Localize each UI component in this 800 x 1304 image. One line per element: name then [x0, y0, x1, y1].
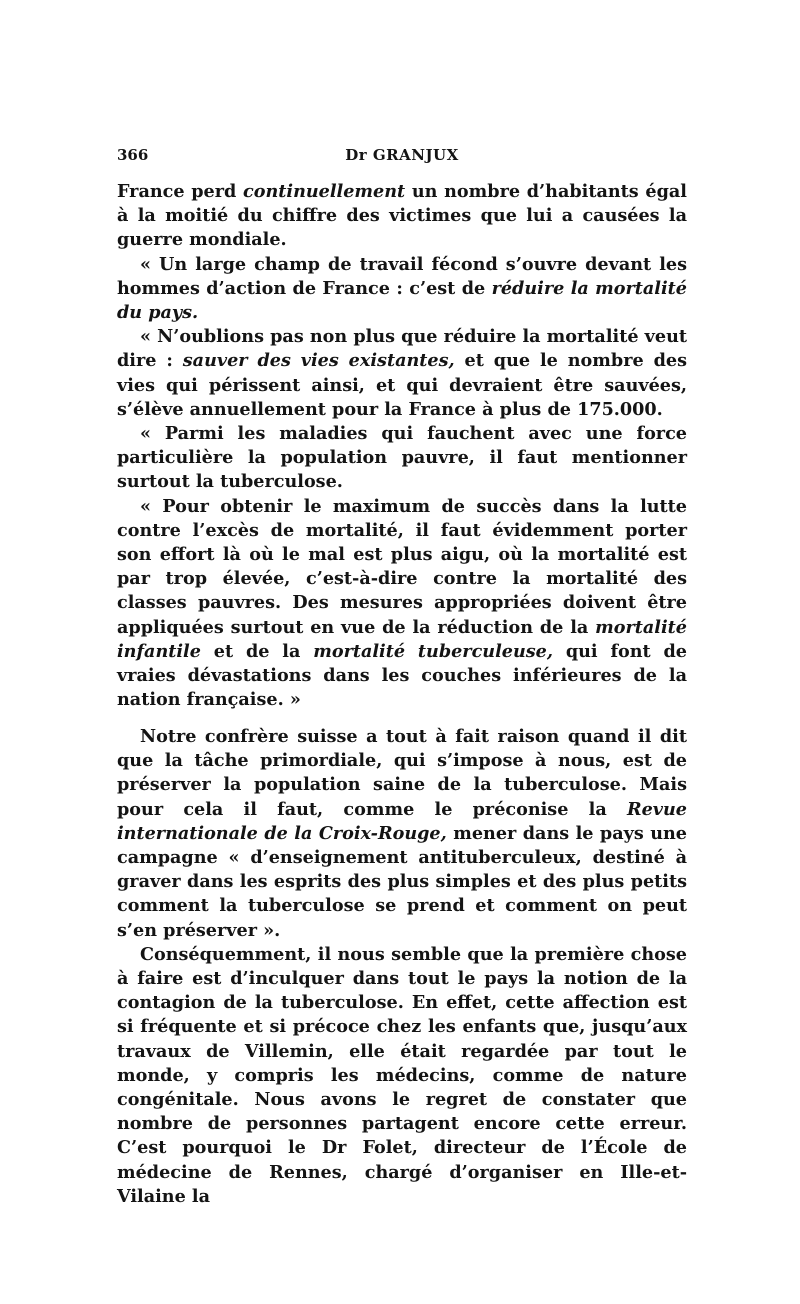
journal-title: Revue internationale de la Croix-Rouge, [117, 798, 687, 844]
body-paragraph-2: Conséquemment, il nous semble que la première chose à faire est d’inculquer dans tout le pays la notion de la contagion de la tuberculose. En effet, cette affection est si fréquente et si précoce chez les enfants que, jusqu’aux travaux de Villemin, elle était regardée par tout le monde, y compris les médecins, comme de nature congénitale. Nous avons le regret de constater que nombre de personnes partagent encore cette erreur. C’est pourquoi le Dr Folet, directeur de l’École de médecine de Rennes, chargé d’organiser en Ille-et-Vilaine la [117, 943, 687, 1207]
quote-paragraph-4: « Parmi les maladies qui fauchent avec une force particulière la population pauvre, il faut mentionner surtout la tuberculose. [117, 423, 687, 493]
header-title: Dr GRANJUX [345, 146, 459, 164]
main-text [117, 725, 687, 1209]
quoted-passage [117, 180, 687, 712]
emphasis: mortalité infantile [117, 616, 687, 662]
emphasis: sauver des vies existantes, [182, 350, 455, 372]
running-head [117, 146, 687, 168]
page-number: 366 [117, 146, 149, 164]
body-paragraph-1: Notre confrère suisse a tout à fait raison quand il dit que la tâche primordiale, qui s’impose à nous, est de préserver la population saine de la tuberculose. Mais pour cela il faut, comme le préconise la Revue internationale de la Croix-Rouge, mener dans le pays une campagne « d’enseignement antituberculeux, destiné à graver dans les esprits des plus simples et des plus petits comment la tuberculose se prend et comment on peut s’en préserver ». [117, 726, 687, 941]
quote-paragraph-3: « N’oublions pas non plus que réduire la mortalité veut dire : sauver des vies existantes, et que le nombre des vies qui périssent ainsi, et qui devraient être sauvées, s’élève annuellement pour la France à plus de 175.000. [117, 326, 687, 420]
emphasis: réduire la mortalité du pays. [117, 277, 687, 324]
emphasis: continuellement [243, 181, 406, 202]
quote-paragraph-2: « Un large champ de travail fécond s’ouvre devant les hommes d’action de France : c’est de réduire la mortalité du pays. [117, 253, 687, 324]
quote-paragraph-5: « Pour obtenir le maximum de succès dans la lutte contre l’excès de mortalité, il faut évidemment porter son effort là où le mal est plus aigu, où la mortalité est par trop élevée, c’est-à-dire contre la mortalité des classes pauvres. Des mesures appropriées doivent être appliquées surtout en vue de la réduction de la mortalité infantile et de la mortalité tuberculeuse, qui font de vraies dévastations dans les couches inférieures de la nation française. » [117, 495, 688, 711]
quote-paragraph-1: France perd continuellement un nombre d’habitants égal à la moitié du chiffre des victimes que lui a causées la guerre mondiale. [117, 181, 687, 251]
emphasis: mortalité tuberculeuse, [313, 640, 553, 662]
